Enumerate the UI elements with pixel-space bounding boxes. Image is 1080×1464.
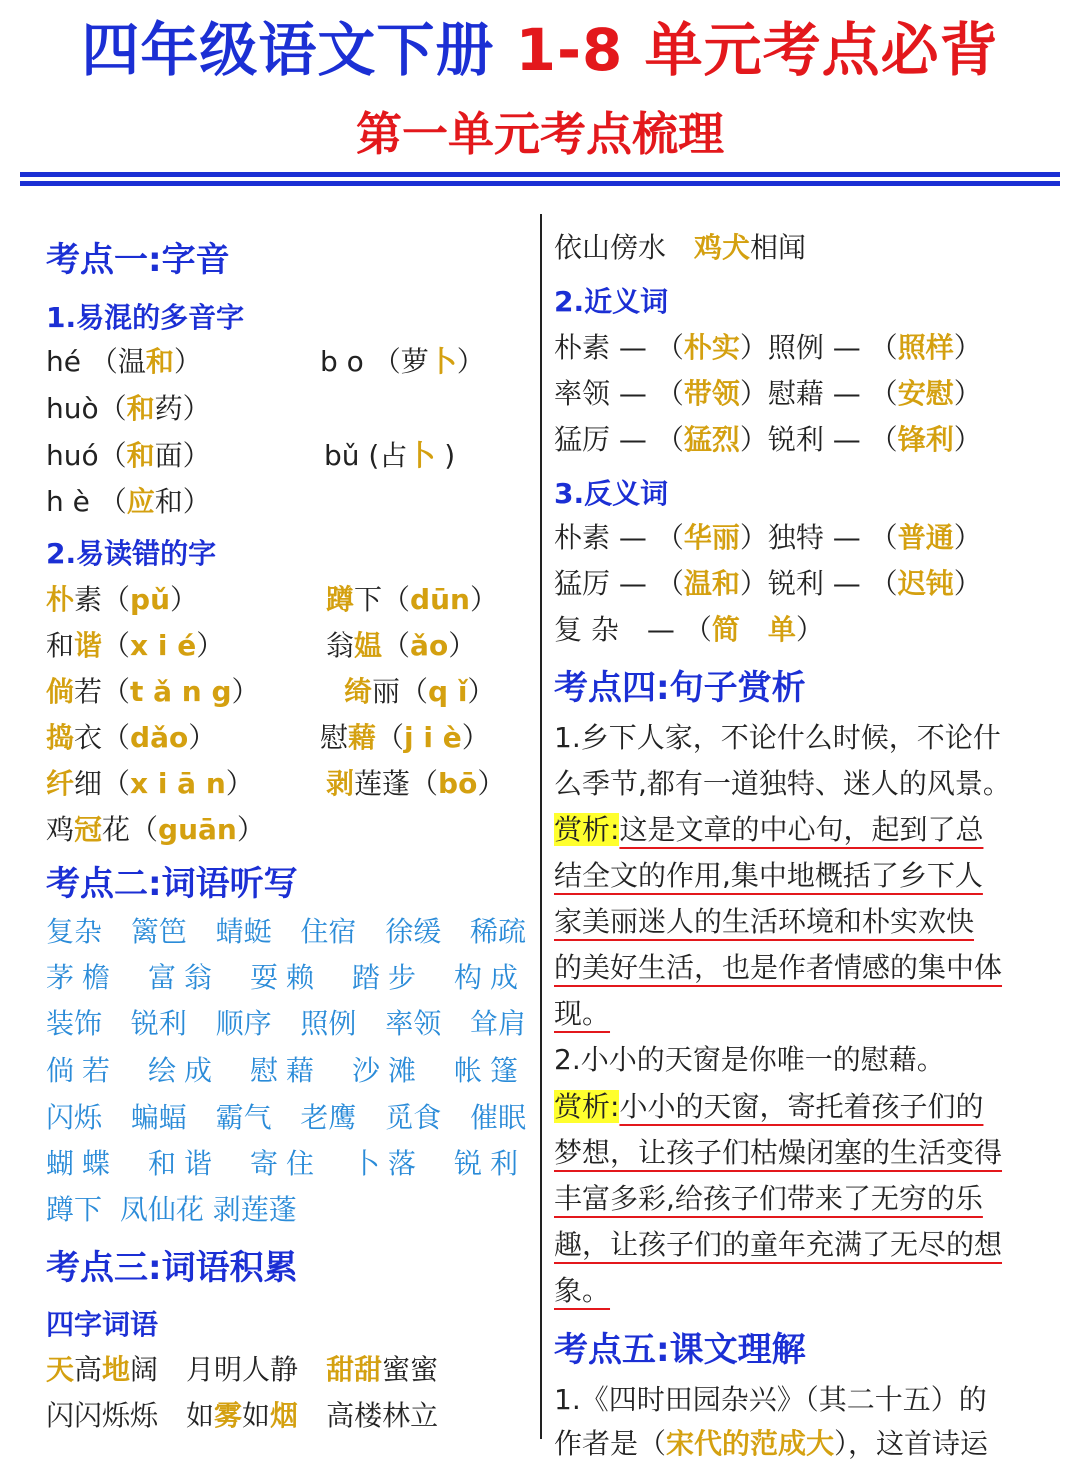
word: 凤仙花 (119, 1193, 204, 1226)
analysis-text: 家美丽迷人的生活环境和朴实欢快 (554, 905, 975, 938)
item-text: huò（ (46, 392, 127, 425)
item-text: 和） (154, 485, 211, 518)
answer: 简 单 (711, 613, 796, 646)
analysis-line (554, 1133, 1002, 1173)
item-key-char: 藉 (348, 721, 377, 754)
word: 率领 (385, 1007, 442, 1040)
item-key-char: 应 (126, 485, 155, 518)
item-text: ） (461, 721, 490, 754)
word: 照例 (300, 1007, 357, 1040)
tricky-char-item (46, 626, 224, 666)
analysis-label: 赏析: (554, 1090, 620, 1123)
tricky-char-item (46, 764, 254, 804)
item-text: （ (102, 629, 131, 662)
item-text: （ (382, 629, 411, 662)
item-key-char: 剥 (326, 767, 355, 800)
tricky-char-item (326, 764, 505, 804)
item-text: ） (236, 813, 265, 846)
word: 朴素 (554, 521, 611, 554)
polyphone-item (320, 342, 485, 382)
item-key-char: 卜 (407, 439, 436, 472)
synonym-pair-row: 朴素 — （朴实）照例 — （照样） (554, 331, 982, 364)
word: 锐利 (130, 1007, 187, 1040)
word: 率领 (554, 377, 611, 410)
item-text: 面） (154, 439, 211, 472)
item-pinyin: guān (158, 813, 237, 846)
word: 老鹰 (300, 1101, 357, 1134)
idiom-char: 蜜蜜 (382, 1353, 439, 1386)
question-line: 么季节,都有一道独特、迷人的风景。 (554, 767, 1011, 800)
dictation-row (46, 1004, 526, 1044)
tricky-char-item (46, 672, 260, 712)
item-pinyin: dūn (410, 583, 470, 616)
item-key-char: 和 (126, 439, 155, 472)
analysis-text: 结全文的作用,集中地概括了乡下人 (554, 859, 983, 892)
word: 帐篷 (453, 1054, 526, 1087)
item-text: ) (435, 439, 456, 472)
item-text: 莲蓬（ (354, 767, 439, 800)
analysis-line (554, 810, 983, 850)
item-pinyin: x i ā n (130, 767, 226, 800)
antonym-pair-row: 朴素 — （华丽）独特 — （普通） (554, 521, 982, 554)
word: 卜落 (351, 1147, 424, 1180)
tricky-char-item (46, 718, 216, 758)
item-pinyin: ǎo (410, 629, 449, 662)
dictation-row (46, 1098, 526, 1138)
word: 踏步 (351, 961, 424, 994)
subheading-idioms: 四字词语 (46, 1308, 159, 1341)
word: 寄住 (249, 1147, 322, 1180)
polyphone-item (46, 482, 211, 522)
item-text: 若（ (74, 675, 131, 708)
word: 住宿 (300, 915, 357, 948)
subheading-synonyms: 2.近义词 (554, 285, 669, 318)
item-pinyin: t ǎ n g (130, 675, 232, 708)
item-key-char: 蹲 (326, 583, 355, 616)
answer: 带领 (683, 377, 740, 410)
item-text: 和 (46, 629, 75, 662)
word: 霸气 (215, 1101, 272, 1134)
tricky-char-item (326, 626, 476, 666)
word: 锐利 (453, 1147, 526, 1180)
word: 闪烁 (46, 1101, 103, 1134)
word: 篱笆 (130, 915, 187, 948)
item-key-char: 卜 (428, 345, 457, 378)
word: 稀疏 (469, 915, 526, 948)
subheading-antonyms: 3.反义词 (554, 477, 669, 510)
word: 猛厉 (554, 567, 611, 600)
item-text: huó（ (46, 439, 127, 472)
dash: — (832, 567, 861, 600)
analysis-text: 丰富多彩,给孩子们带来了无穷的乐 (554, 1182, 983, 1215)
item-text: 鸡 (46, 813, 75, 846)
idiom-char: 烟 (270, 1399, 299, 1432)
analysis-text: 这是文章的中心句，起到了总 (619, 813, 984, 846)
idiom-row (46, 1396, 438, 1436)
word: 独特 (767, 521, 824, 554)
tricky-char-item (46, 580, 198, 620)
idiom-char: 地 (102, 1353, 131, 1386)
word: 照例 (767, 331, 824, 364)
idiom-char: 高 (74, 1353, 103, 1386)
idiom-char: 甜甜 (326, 1353, 383, 1386)
header-rule-bottom (20, 181, 1060, 186)
item-key-char: 朴 (46, 583, 75, 616)
analysis-text: 现。 (554, 997, 611, 1030)
polyphone-item (324, 436, 455, 476)
idiom-char: 阔 月明人静 (130, 1353, 327, 1386)
item-key-char: 和 (145, 345, 174, 378)
item-text: 翁 (326, 629, 355, 662)
item-text: ） (173, 345, 202, 378)
item-text: ） (170, 583, 199, 616)
word: 蜻蜓 (215, 915, 272, 948)
item-text: ） (477, 767, 506, 800)
idiom-char: 相闻 (750, 231, 807, 264)
analysis-text: 象。 (554, 1274, 611, 1307)
title-red-part: 1-8 单元考点必背 (515, 16, 999, 84)
word: 蝴蝶 (46, 1147, 119, 1180)
word: 和谐 (147, 1147, 220, 1180)
item-key-char: 倘 (46, 675, 75, 708)
word: 慰藉 (249, 1054, 322, 1087)
item-text: ） (225, 767, 254, 800)
item-text: b o （萝 (320, 345, 429, 378)
dash: — (832, 521, 861, 554)
dictation-row (46, 1190, 297, 1230)
idiom-char: 如 (242, 1399, 271, 1432)
tricky-char-item (344, 672, 495, 712)
item-key-char: 捣 (46, 721, 75, 754)
item-text: ） (467, 675, 496, 708)
item-pinyin: dǎo (130, 721, 189, 754)
analysis-text: 梦想，让孩子们枯燥闭塞的生活变得 (554, 1136, 1003, 1169)
word: 复杂 (46, 915, 103, 948)
item-text: 细（ (74, 767, 131, 800)
word: 朴素 (554, 331, 611, 364)
answer: 照样 (897, 331, 954, 364)
word: 茅檐 (46, 961, 119, 994)
question-text: 作者是（ (554, 1427, 667, 1460)
dash: — (618, 423, 647, 456)
item-key-char: 谐 (74, 629, 103, 662)
word: 觅食 (385, 1101, 442, 1134)
answer: 迟钝 (897, 567, 954, 600)
item-text: ） (469, 583, 498, 616)
dash: — (832, 423, 861, 456)
item-text: 素（ (74, 583, 131, 616)
item-key-char: 冠 (74, 813, 103, 846)
idiom-row (46, 1350, 438, 1390)
analysis-line (554, 902, 974, 942)
dash: — (832, 331, 861, 364)
answer: 温和 (683, 567, 740, 600)
word: 复 杂 (554, 613, 619, 646)
column-divider (540, 214, 542, 1439)
question-text: ），这首诗运 (834, 1427, 989, 1460)
tricky-char-item (326, 580, 498, 620)
item-key-char: 纤 (46, 767, 75, 800)
section-heading-vocabulary: 考点三:词语积累 (46, 1248, 298, 1288)
dictation-row (46, 912, 526, 952)
item-text: h è （ (46, 485, 127, 518)
dictation-row (46, 958, 526, 998)
section-heading-text-comprehension: 考点五:课文理解 (554, 1330, 806, 1370)
answer: 朴实 (683, 331, 740, 364)
word: 倘若 (46, 1054, 119, 1087)
item-text: ） (188, 721, 217, 754)
idiom-char: 雾 (214, 1399, 243, 1432)
tricky-char-item (320, 718, 490, 758)
idiom-row (554, 228, 806, 268)
item-text: ） (231, 675, 260, 708)
dash: — (618, 331, 647, 364)
item-text: 花（ (102, 813, 159, 846)
analysis-line (554, 1087, 983, 1127)
question-line: 2.小小的天窗是你唯一的慰藉。 (554, 1043, 945, 1076)
dash: — (618, 377, 647, 410)
word: 蹲下 (46, 1193, 103, 1226)
dictation-row (46, 1144, 526, 1184)
word: 沙滩 (351, 1054, 424, 1087)
analysis-label: 赏析: (554, 813, 620, 846)
word: 猛厉 (554, 423, 611, 456)
word: 装饰 (46, 1007, 103, 1040)
dash: — (832, 377, 861, 410)
antonym-pair-row: 猛厉 — （温和）锐利 — （迟钝） (554, 567, 982, 600)
item-text: ） (456, 345, 485, 378)
item-key-char: 和 (126, 392, 155, 425)
word: 锐利 (767, 567, 824, 600)
question-line: 1.《四时田园杂兴》（其二十五）的 (554, 1383, 987, 1416)
page-subtitle: 第一单元考点梳理 (356, 107, 724, 161)
question-line (554, 1424, 988, 1464)
dash: — (618, 567, 647, 600)
answer: 华丽 (683, 521, 740, 554)
section-heading-sentence-analysis: 考点四:句子赏析 (554, 668, 806, 708)
item-text: ） (196, 629, 225, 662)
header-rule-top (20, 172, 1060, 177)
word: 耍赖 (249, 961, 322, 994)
analysis-text: 小小的天窗，寄托着孩子们的 (619, 1090, 984, 1123)
item-pinyin: q ǐ (428, 675, 468, 708)
section-heading-pronunciation: 考点一:字音 (46, 240, 230, 280)
word: 富翁 (147, 961, 220, 994)
analysis-line (554, 1179, 983, 1219)
synonym-pair-row: 率领 — （带领）慰藉 — （安慰） (554, 377, 982, 410)
analysis-text: 趣，让孩子们的童年充满了无尽的想 (554, 1228, 1003, 1261)
analysis-text: 的美好生活，也是作者情感的集中体 (554, 951, 1003, 984)
subheading-polyphones: 1.易混的多音字 (46, 301, 245, 334)
polyphone-item (46, 342, 202, 382)
word: 顺序 (215, 1007, 272, 1040)
word: 徐缓 (385, 915, 442, 948)
analysis-line (554, 856, 983, 896)
item-pinyin: bō (438, 767, 478, 800)
idiom-char: 鸡犬 (694, 231, 751, 264)
item-pinyin: j i è (404, 721, 462, 754)
dash: — (618, 521, 647, 554)
page-title (0, 14, 1080, 86)
question-line: 1.乡下人家，不论什么时候，不论什 (554, 721, 1001, 754)
word: 慰藉 (767, 377, 824, 410)
analysis-line (554, 994, 610, 1034)
answer: 宋代的范成大 (666, 1427, 835, 1460)
idiom-char: 闪闪烁烁 如 (46, 1399, 215, 1432)
item-key-char: 媪 (354, 629, 383, 662)
item-pinyin: pǔ (130, 583, 171, 616)
item-text: bǔ (占 (324, 439, 408, 472)
item-text: ） (448, 629, 477, 662)
dictation-row (46, 1051, 526, 1091)
answer: 锋利 (897, 423, 954, 456)
word: 剥莲蓬 (212, 1193, 297, 1226)
polyphone-item (46, 389, 211, 429)
polyphone-item (46, 436, 211, 476)
answer: 猛烈 (683, 423, 740, 456)
item-text: hé （温 (46, 345, 146, 378)
answer: 普通 (897, 521, 954, 554)
word: 构成 (453, 961, 526, 994)
item-text: 下（ (354, 583, 411, 616)
analysis-line (554, 1225, 1002, 1265)
idiom-char: 高楼林立 (298, 1399, 439, 1432)
item-pinyin: x i é (130, 629, 197, 662)
word: 绘成 (147, 1054, 220, 1087)
synonym-pair-row: 猛厉 — （猛烈）锐利 — （锋利） (554, 423, 982, 456)
dash: — (646, 613, 675, 646)
section-heading-dictation: 考点二:词语听写 (46, 864, 298, 904)
item-text: （ (376, 721, 405, 754)
word: 锐利 (767, 423, 824, 456)
word: 蝙蝠 (130, 1101, 187, 1134)
word: 催眠 (469, 1101, 526, 1134)
analysis-line (554, 1271, 610, 1311)
tricky-char-item (46, 810, 265, 850)
item-text: 衣（ (74, 721, 131, 754)
item-text: 丽（ (372, 675, 429, 708)
word: 耸肩 (469, 1007, 526, 1040)
idiom-char: 天 (46, 1353, 75, 1386)
item-text: 药） (154, 392, 211, 425)
answer: 安慰 (897, 377, 954, 410)
idiom-char: 依山傍水 (554, 231, 695, 264)
analysis-line (554, 948, 1002, 988)
antonym-pair-row: 复 杂 — （简 单） (554, 613, 824, 646)
item-text: 慰 (320, 721, 349, 754)
item-key-char: 绮 (344, 675, 373, 708)
subheading-tricky-chars: 2.易读错的字 (46, 537, 217, 570)
title-blue-part: 四年级语文下册 (81, 16, 495, 84)
